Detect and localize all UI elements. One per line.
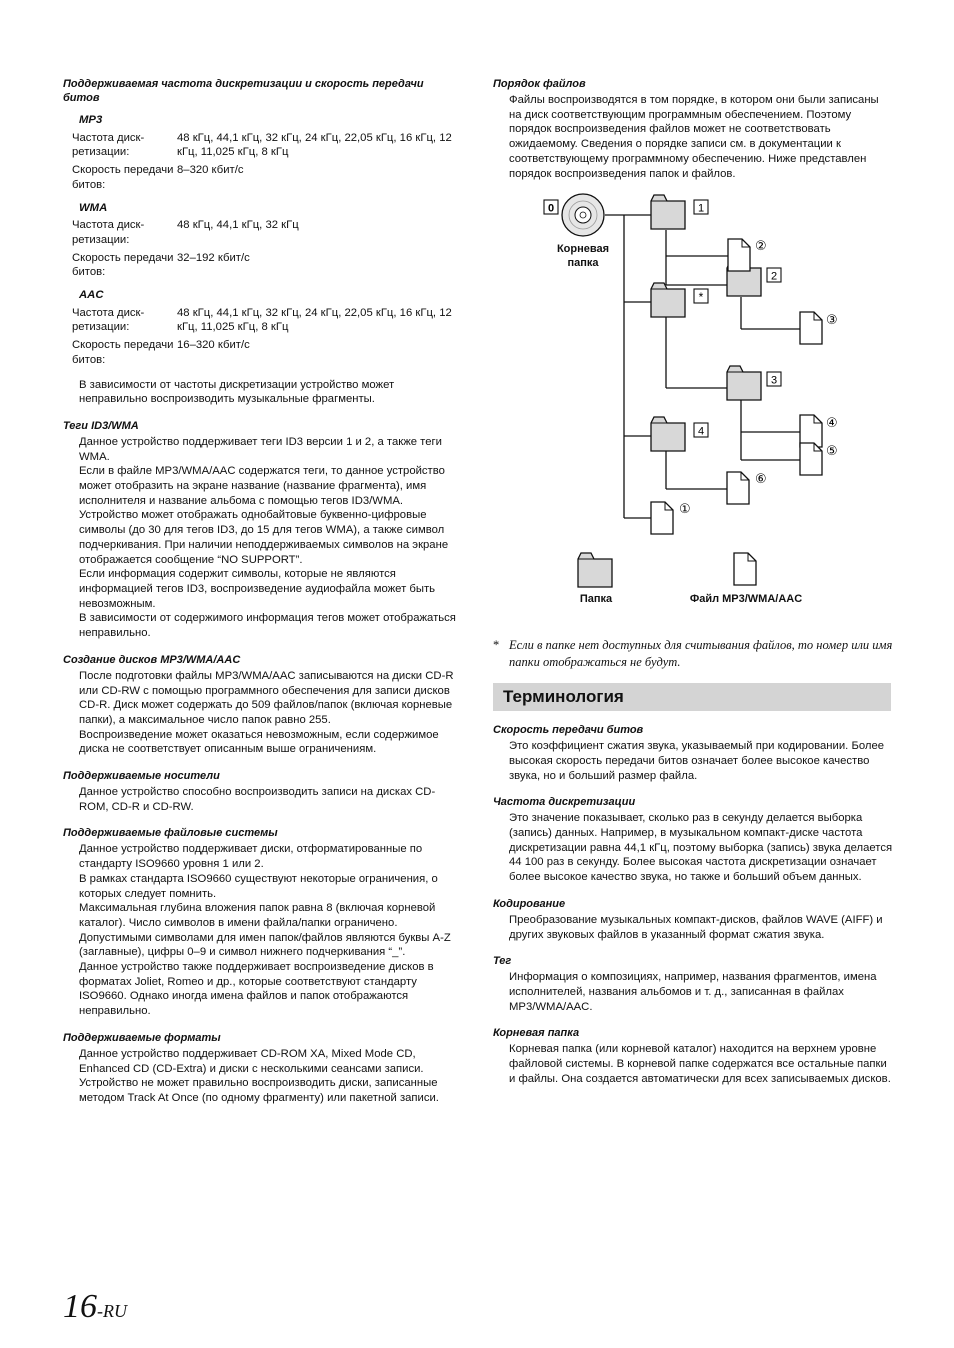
- file-number-2: ②: [755, 239, 767, 255]
- legend-folder-icon: [578, 553, 612, 587]
- root-number: 0: [547, 202, 555, 215]
- wma-spec: [63, 201, 463, 281]
- file-icon-5: [800, 443, 822, 475]
- term-root-heading: Корневая папка: [493, 1027, 580, 1040]
- id3-p2: Если в файле MP3/WMA/AAC содержатся теги, то данное устройство может отобразить на экране название (название фрагмента), имя исполнителя и название альбома с помощью тегов ID3/WMA.: [79, 465, 445, 507]
- terminology-title: Терминология: [493, 683, 891, 711]
- mp3-spec: [63, 113, 463, 193]
- media-p1: Данное устройство способно воспроизводить записи на дисках CD-ROM, CD-R и CD-RW.: [79, 786, 436, 813]
- formats2-section: [63, 1031, 463, 1106]
- mp3-bitrate-value: 8–320 кбит/с: [177, 164, 244, 177]
- mp3-title: MP3: [79, 114, 103, 126]
- folder-icon-star: [651, 283, 685, 317]
- folder-number-star: *: [698, 290, 704, 305]
- root-label: Корневая папка: [556, 243, 610, 270]
- file-number-1: ①: [679, 502, 691, 518]
- folder-number-3: 3: [770, 374, 778, 387]
- mp3-rate-key: Частота диск-ретизации:: [72, 131, 145, 159]
- page-number-digits: 16: [63, 1288, 97, 1325]
- wma-bitrate-key: Скорость передачи битов:: [72, 251, 174, 279]
- id3-section: [63, 419, 463, 641]
- aac-rate-value: 48 кГц, 44,1 кГц, 32 кГц, 24 кГц, 22,05 кГц, 16 кГц, 12 кГц, 11,025 кГц, 8 кГц: [177, 306, 452, 334]
- id3-p5: В зависимости от содержимого информация тегов может отображаться неправильно.: [79, 612, 456, 640]
- order-p1: Файлы воспроизводятся в том порядке, в котором они были записаны на диск соответствующим программным обеспечением. Поэтому порядок воспроизведения файлов может не соответствовать ожидаемому. Сведения о порядке записи см. в документации к соответствующему программному обеспечению. Ниже представлен порядок воспроизведения папок и файлов.: [509, 94, 879, 180]
- folder-icon-3: [727, 366, 761, 400]
- term-encoding-text: Преобразование музыкальных компакт-дисков, файлов WAVE (AIFF) и других звуковых файлов в указанный формат сжатия звука.: [509, 913, 883, 941]
- legend-file-icon: [734, 553, 756, 585]
- media-heading: Поддерживаемые носители: [63, 770, 220, 783]
- term-bitrate: [493, 723, 893, 783]
- media-section: [63, 769, 463, 814]
- left-column: [63, 77, 463, 1106]
- page-number-suffix: -RU: [97, 1301, 127, 1321]
- mp3-rate-value: 48 кГц, 44,1 кГц, 32 кГц, 24 кГц, 22,05 кГц, 16 кГц, 12 кГц, 11,025 кГц, 8 кГц: [177, 131, 452, 159]
- file-icon-2: [728, 239, 750, 271]
- term-encoding-heading: Кодирование: [493, 897, 566, 910]
- fs-section: [63, 826, 463, 1018]
- footnote-text: Если в папке нет доступных для считывания файлов, то номер или имя папки отображаться не будут.: [509, 638, 893, 670]
- fs-heading: Поддерживаемые файловые системы: [63, 827, 278, 840]
- id3-p1: Данное устройство поддерживает теги ID3 версии 1 и 2, а также теги WMA.: [79, 435, 442, 463]
- creating-p1: После подготовки файлы MP3/WMA/AAC записываются на диски CD-R или CD-RW с помощью программного обеспечения для записи дисков CD-R. Диск может содержать до 509 файлов/папок (включая корневые папки), а максимальное число папок равно 255.: [79, 669, 454, 726]
- aac-bitrate-value: 16–320 кбит/с: [177, 339, 250, 352]
- term-encoding: [493, 897, 893, 942]
- formats2-heading: Поддерживаемые форматы: [63, 1031, 221, 1044]
- fs-p4: Данное устройство также поддерживает воспроизведение дисков в форматах Joliet, Romeo и др., которые соответствуют стандарту ISO9660. Однако иногда имена файлов и папок отображаются неправильно.: [79, 961, 434, 1018]
- formats-note: В зависимости от частоты дискретизации устройство может неправильно воспроизводить музыкальные фрагменты.: [79, 378, 395, 406]
- disc-icon: [562, 194, 604, 236]
- term-root: [493, 1026, 893, 1086]
- formats-heading: Поддерживаемая частота дискретизации и скорость передачи битов: [63, 78, 424, 104]
- creating-p2: Воспроизведение может оказаться невозможным, если содержимое диска не соответствует описанным выше ограничениям.: [79, 728, 439, 756]
- file-number-4: ④: [826, 416, 838, 432]
- aac-rate-key: Частота диск-ретизации:: [72, 306, 145, 334]
- file-icon-4: [800, 415, 822, 447]
- footnote: [493, 637, 893, 671]
- fs-p3: Максимальная глубина вложения папок равна 8 (включая корневой каталог). Число символов в имени файла/папки ограничено. Допустимыми символами для имен папок/файлов являются буквы A-Z (заглавные), цифры 0–9 и символ нижнего подчеркивания “_”.: [79, 902, 451, 959]
- folder-tree-diagram: [493, 189, 893, 619]
- file-icon-3: [800, 312, 822, 344]
- aac-spec: [63, 288, 463, 368]
- term-bitrate-text: Это коэффициент сжатия звука, указываемый при кодировании. Более высокая скорость передачи битов означает более высокое качество звука, но и больший размер файла.: [509, 740, 885, 782]
- folder-number-4: 4: [697, 425, 705, 438]
- wma-bitrate-value: 32–192 кбит/с: [177, 251, 250, 264]
- term-bitrate-heading: Скорость передачи битов: [493, 724, 644, 737]
- term-sampling: [493, 795, 893, 885]
- folder-icon-1: [651, 195, 685, 229]
- folder-icon-4: [651, 417, 685, 451]
- file-icon-6: [727, 472, 749, 504]
- term-root-text: Корневая папка (или корневой каталог) находится на верхнем уровне файловой системы. В корневой папке содержатся все остальные папки и файлы. Она создается автоматически для всех записываемых дисков.: [509, 1043, 891, 1085]
- footnote-star: *: [493, 638, 500, 653]
- wma-rate-key: Частота диск-ретизации:: [72, 219, 145, 246]
- creating-heading: Создание дисков MP3/WMA/AAC: [63, 653, 241, 666]
- wma-title: WMA: [79, 201, 108, 214]
- file-number-3: ③: [826, 313, 838, 329]
- legend-file-label: Файл MP3/WMA/AAC: [689, 593, 803, 606]
- right-column: [493, 77, 893, 1086]
- legend-folder-label: Папка: [579, 593, 613, 606]
- term-tag-heading: Тег: [493, 955, 512, 968]
- fs-p1: Данное устройство поддерживает диски, отформатированные по стандарту ISO9660 уровня 1 или 2.: [79, 843, 423, 871]
- term-sampling-text: Это значение показывает, сколько раз в секунду делается выборка (запись) данных. Например, в музыкальном компакт-диске частота дискретизации равна 44,1 кГц, поэтому выборка (запись) звука делается 44 100 раз в секунду. Более высокая частота дискретизации означает более высокое качество звука, но также и больший объем данных.: [509, 812, 893, 884]
- formats2-p1: Данное устройство поддерживает CD-ROM XA, Mixed Mode CD, Enhanced CD (CD-Extra) и диски с несколькими сеансами записи.: [79, 1047, 424, 1075]
- file-icon-1: [651, 502, 673, 534]
- id3-p3: Устройство может отображать однобайтовые буквенно-цифровые символы (до 30 для тегов ID3, до 15 для тегов WMA), а также символ подчеркивания. При наличии неподдерживаемых символов на экране отображается сообщение “NO SUPPORT”.: [79, 509, 449, 566]
- mp3-bitrate-key: Скорость передачи битов:: [72, 164, 174, 191]
- order-heading: Порядок файлов: [493, 78, 586, 90]
- page-number: [63, 1288, 127, 1326]
- aac-title: AAC: [79, 289, 104, 302]
- aac-bitrate-key: Скорость передачи битов:: [72, 339, 174, 366]
- id3-heading: Теги ID3/WMA: [63, 419, 139, 432]
- fs-p2: В рамках стандарта ISO9660 существуют некоторые ограничения, о которых следует помнить.: [79, 872, 438, 900]
- term-sampling-heading: Частота дискретизации: [493, 796, 636, 809]
- tree-lines: [605, 215, 800, 518]
- folder-number-2: 2: [770, 270, 778, 283]
- file-number-6: ⑥: [755, 472, 767, 488]
- file-number-5: ⑤: [826, 444, 838, 460]
- formats2-p2: Устройство не может правильно воспроизводить диски, записанные методом Track At Once (по одному фрагменту) или пакетной записи.: [79, 1077, 439, 1104]
- term-tag: [493, 954, 893, 1014]
- wma-rate-value: 48 кГц, 44,1 кГц, 32 кГц: [177, 219, 299, 232]
- id3-p4: Если информация содержит символы, которые не являются информацией тегов ID3, воспроизведение аудиофайла может быть невозможным.: [79, 568, 436, 610]
- folder-number-1: 1: [697, 202, 705, 215]
- term-tag-text: Информация о композициях, например, названия фрагментов, имена исполнителей, названия альбомов и т. д., записанная в файлах MP3/WMA/AAC.: [509, 971, 877, 1013]
- creating-section: [63, 653, 463, 757]
